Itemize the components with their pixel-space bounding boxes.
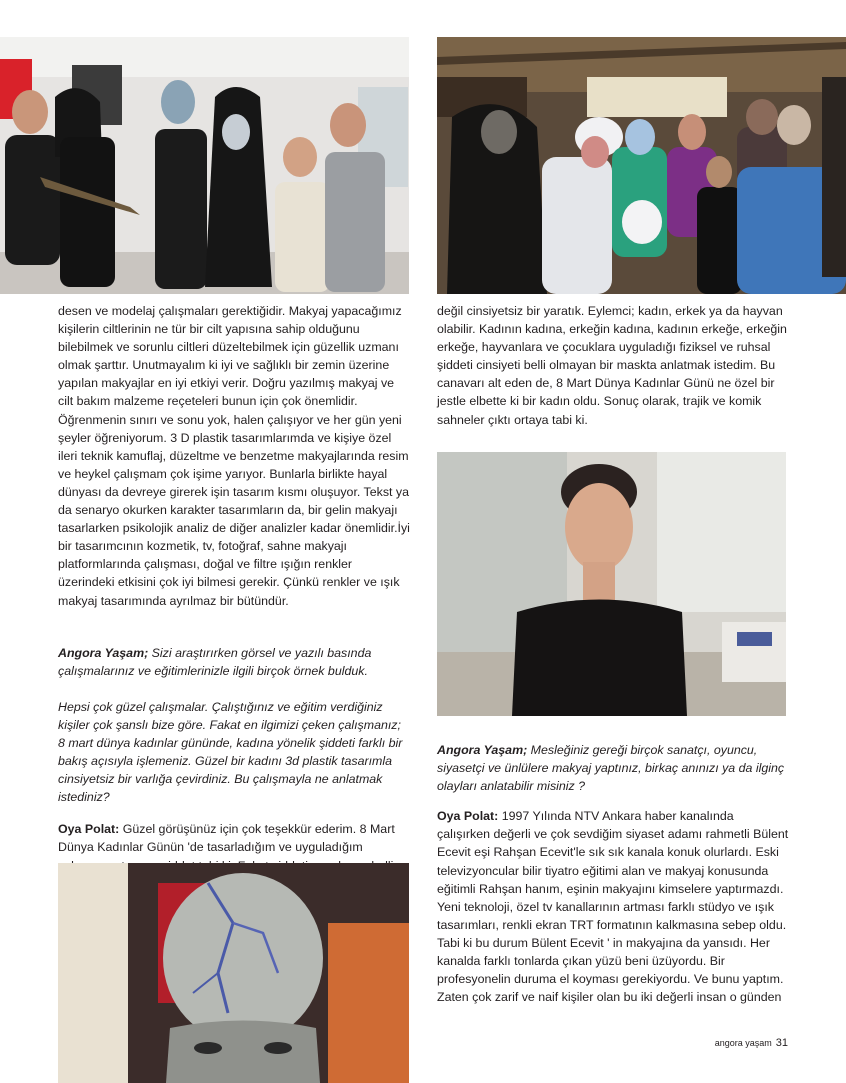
photo-half-face-makeup (437, 452, 786, 716)
interviewer-label: Angora Yaşam; (58, 645, 149, 660)
page-footer (715, 1037, 788, 1049)
answer-1-text: Güzel görüşünüz için çok teşekkür ederim. 8 Mart Dünya Kadınlar Günün 'de tasarladığım ve uyguladığım (58, 822, 395, 855)
answer-2-text: 1997 Yılında NTV Ankara haber kanalında çalışırken değerli ve çok sevdiğim siyaset adamı rahmetli Bülent Ecevit eşi Rahşan Ecevit'le sık sık kanala konuk olurlardı. Eski televizyoncular bilir tiyatro eğitimi alan ve makyaj konusunda eğitimli Rahşan hanım, eşinin makyajını kimselere yaptırmazdı. Yeni teknoloji, özel tv kanallarının artması farklı stüdyo ve ışık tasarımları, renkli ekran TRT formatının kalkmasına sebep oldu. Tabi ki bu durum Bülent Ecevit ' in makyajına da yansıdı. Her kanalda farklı tonlarda çıkan yüzü beni üzüyordu. Bir profesyonelin duruma el koyması gerekiyordu. Ve bunu yaptım. Zaten çok zarif ve naif kişiler olan bu iki değerli insan o günden (437, 809, 789, 1005)
question-1-continued: Hepsi çok güzel çalışmalar. Çalıştığınız ve eğitim verdiğiniz kişiler çok şanslı bize göre. Fakat en ilgimizi çeken çalışmanız; 8 mart dünya kadınlar gününde, kadına yönelik şiddeti farklı bir bakış açısıyla işlemeniz. Güzel bir kadını 3d plastik tasarımla cinsiyetsiz bir varlığa çevirdiniz. Bu çalışmayla ne anlatmak istediniz? (58, 699, 403, 805)
right-text-bottom (437, 741, 789, 1006)
interviewee-label: Oya Polat: (437, 809, 499, 824)
right-text-top (437, 302, 789, 429)
photo-bald-prosthetic (58, 863, 409, 1083)
interviewer-label: Angora Yaşam; (437, 743, 528, 757)
left-text-column (58, 302, 410, 875)
magazine-name: angora yaşam (714, 1038, 772, 1048)
question-2-text: Mesleğiniz gereği birçok sanatçı, oyuncu, siyasetçi ve ünlülere makyaj yaptınız, birkaç anınızı ya da ilginç olayları anlatabilir misiniz ? (437, 743, 785, 794)
photo-group-makeup-class (0, 37, 409, 294)
right-body-paragraph: değil cinsiyetsiz bir yaratık. Eylemci; kadın, erkek ya da hayvan olabilir. Kadının kadına, erkeğin kadına, kadının erkeğe, erkeğin erkeğe, hayvanlara ve çocuklara uyguladığı fiziksel ve ruhsal şiddeti cinsiyeti belli olmayan bir maskta anlatmak istedim. Bu canavarı alt eden de, 8 Mart Dünya Kadınlar Günü ne özel bir jestle elbette ki bir kadın oldu. Sonuç olarak, trajik ve komik sahneler çıktı ortaya tabi ki. (437, 304, 787, 427)
question-1 (58, 644, 410, 680)
question-1-text: Sizi araştırırken görsel ve yazılı basında çalışmalarınız ve eğitimlerinizle ilgili birçok örnek bulduk. (58, 645, 372, 678)
page-number: 31 (775, 1037, 788, 1049)
left-body-paragraph: desen ve modelaj çalışmaları gerektiğidir. Makyaj yapacağımız kişilerin ciltlerinin ne tür bir cilt yapısına sahip olduğunu bilebilmek ve sorunlu ciltleri düzeltebilmek için güzellik uzmanı olmak şarttır. Unutmayalım ki iyi ve sağlıklı bir zemin üzerine yapılan makyajlar en iyi etkiyi verir. Doğru yazılmış makyaj ve cilt bakım malzeme reçeteleri bunun için çok önemlidir. Öğrenmenin sınırı ve sonu yok, halen çalışıyor ve her gün yeni şeyler öğreniyorum. 3 D plastik tasarımlarımda ve kişiye özel ileri teknik kamuflaj, düzeltme ve benzetme makyajlarında resim ve heykel çalışmam çok işime yarıyor. Bunlarla birlikte hayal dünyası da devreye girerek işin tasarım kısmı oluşuyor. Tekst ya da senaryo okurken karakter tasarımların da, bir gelin makyajı tasarlarken psikolojik analiz de diğer analizler kadar önemlidir.İyi bir tasarımcının kozmetik, tv, fotoğraf, sahne makyajı platformlarında çalışması, doğal ve filtre ışığın renkler üzerindeki etkisini çok iyi bilmesi gerekir. Çünkü renkler ve ışık makyaj tasarımında ayrılmaz bir bütündür. (58, 304, 410, 608)
question-2 (437, 741, 789, 795)
interviewee-label: Oya Polat: (58, 822, 120, 837)
answer-2 (437, 807, 789, 1006)
photo-costumed-group (437, 37, 846, 294)
